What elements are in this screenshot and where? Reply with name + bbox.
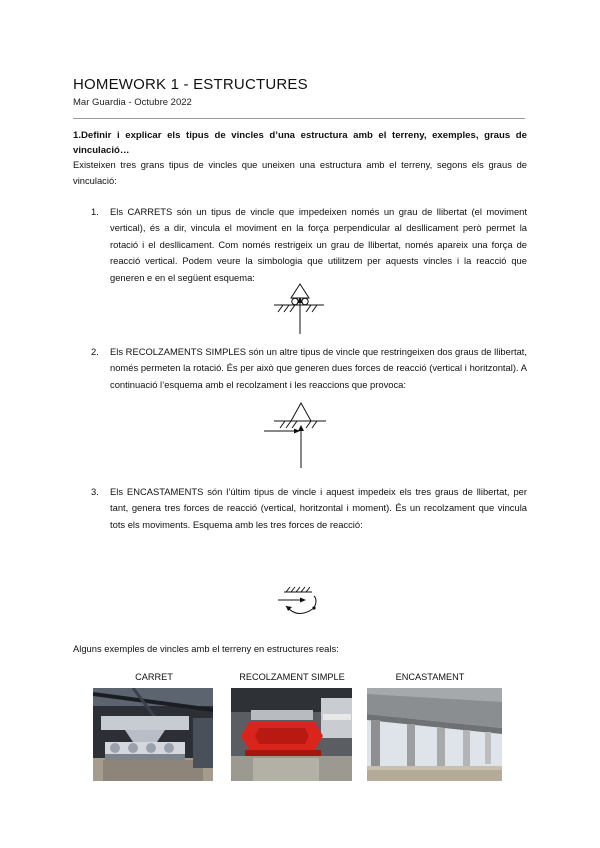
photo-carret bbox=[93, 688, 213, 781]
roller-triangle bbox=[291, 284, 309, 298]
intro-paragraph: Existeixen tres grans tipus de vincles que uneixen una estructura amb el terreny, segons els graus de vinculació: bbox=[73, 159, 527, 187]
photo-encastament bbox=[367, 688, 502, 781]
header-divider bbox=[73, 118, 525, 119]
item-number-3: 3. bbox=[91, 486, 99, 497]
examples-heading: Alguns exemples de vincles amb el terreny en estructures reals: bbox=[73, 643, 339, 654]
item-text-2: Els RECOLZAMENTS SIMPLES són un altre tipus de vincle que restringeixen dos graus de llibertat, només permeten la rotació. És per això que generen dues forces de reacció (vertical i horitzontal). A continuació l’esquema amb el recolzament i les reaccions que provoca: bbox=[110, 346, 527, 390]
moment-reaction-tail bbox=[314, 596, 316, 608]
page-subtitle: Mar Guardia - Octubre 2022 bbox=[73, 97, 192, 108]
page-title: HOMEWORK 1 - ESTRUCTURES bbox=[73, 76, 308, 93]
fixed-support-diagram bbox=[268, 584, 332, 624]
horizontal-reaction-arrowhead bbox=[300, 598, 306, 603]
item-number-1: 1. bbox=[91, 206, 99, 217]
caption-recolzament-simple: RECOLZAMENT SIMPLE bbox=[239, 672, 345, 682]
moment-dot bbox=[312, 606, 315, 609]
caption-encastament: ENCASTAMENT bbox=[395, 672, 465, 682]
roller-wheel-left bbox=[292, 298, 298, 304]
caption-carret: CARRET bbox=[135, 672, 173, 682]
item-text-1: Els CARRETS són un tipus de vincle que impedeixen només un grau de llibertat (el moviment vertical), és a dir, vincula el moviment en la força perpendicular al desllicament però permet la rotació i el desllicament. Com només restrigeix un grau de llibertat, només apareix una força de reacció vertical. Podem veure la simbologia que utilitzem per aquests vincles i la reacció que generen e en el següent esquema: bbox=[110, 206, 527, 283]
simple-support-diagram bbox=[260, 400, 340, 470]
roller-support-diagram bbox=[266, 280, 332, 336]
support-triangle bbox=[291, 403, 311, 421]
item-text-3: Els ENCASTAMENTS són l’últim tipus de vincle i aquest impedeix els tres graus de llibertat, per tant, genera tres forces de reacció (vertical, horitzontal i moment). És un recolzament que vincula tots els moviments. Esquema amb les tres forces de reacció: bbox=[110, 486, 527, 530]
item-number-2: 2. bbox=[91, 346, 99, 357]
question-heading: 1.Definir i explicar els tipus de vincles d’una estructura amb el terreny, exemples, graus de vinculació… bbox=[73, 130, 527, 156]
vertical-reaction-arrowhead bbox=[298, 425, 304, 431]
photo-recolzament-simple bbox=[231, 688, 352, 781]
roller-wheel-right bbox=[302, 298, 308, 304]
